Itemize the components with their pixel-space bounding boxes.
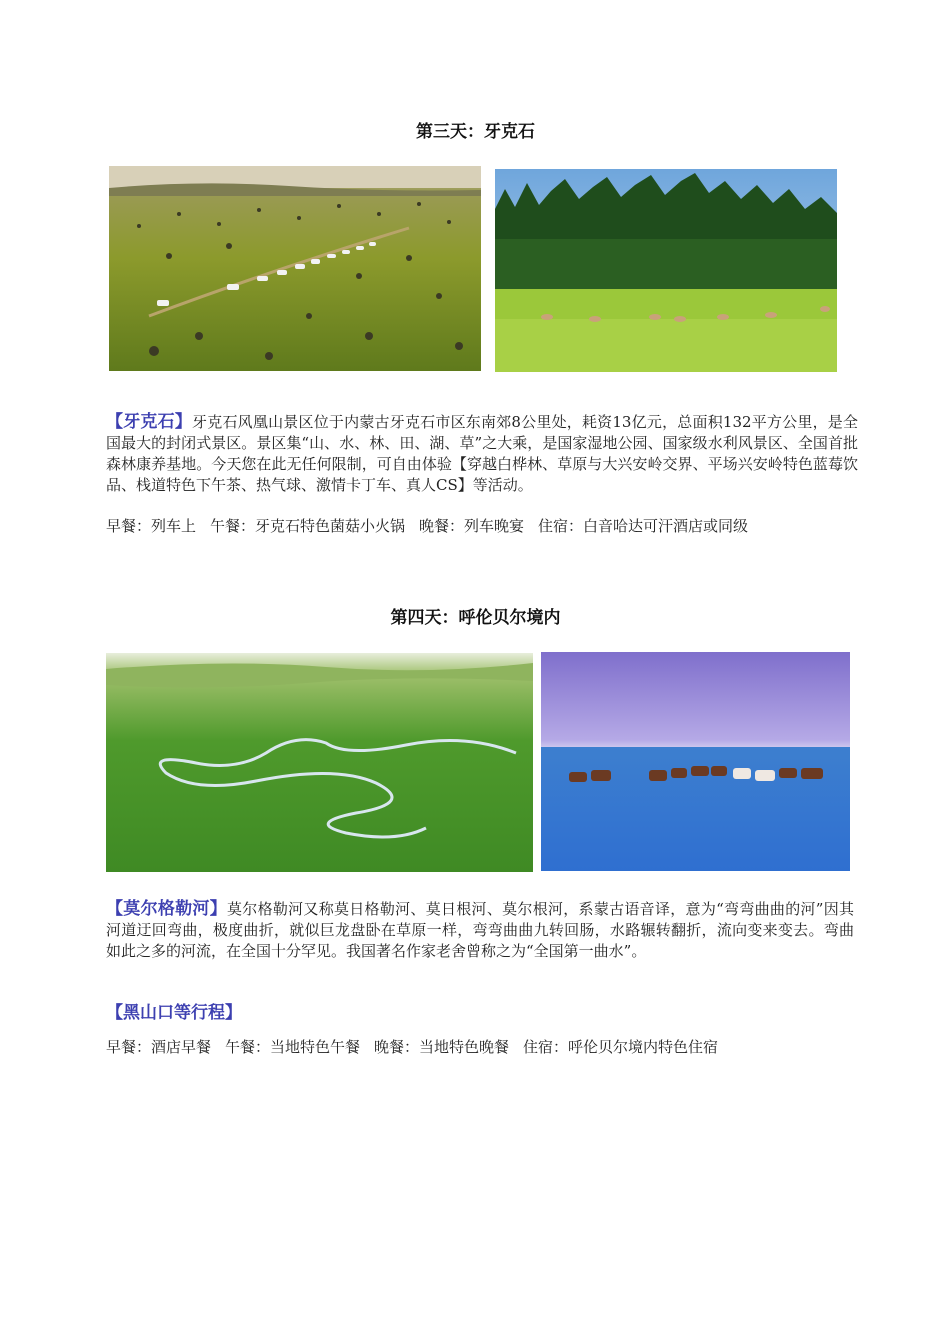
day4-lodging: 住宿：呼伦贝尔境内特色住宿 xyxy=(523,1038,719,1056)
day4-meals xyxy=(106,1036,732,1057)
day3-desc-text: 牙克石风凰山景区位于内蒙古牙克石市区东南郊8公里处，耗资13亿元，总面积132平方公里，是全国最大的封闭式景区。景区集“山、水、林、田、湖、草”之大乘，是国家湿地公园、国家级水利风景区、全国首批森林康养基地。今天您在此无任何限制，可自由体验【穿越白桦林、草原与大兴安岭交界、平场兴安岭特色蓝莓饮品、栈道特色下午茶、热气球、激情卡丁车、真人CS】等活动。 xyxy=(106,413,859,494)
day4-desc-text: 莫尔格勒河又称莫日格勒河、莫日根河、莫尔根河，系蒙古语音译，意为“弯弯曲曲的河”因其河道迂回弯曲，极度曲折，就似巨龙盘卧在草原一样，弯弯曲曲九转回肠，水路辗转翻折，流向变来变去。弯曲如此之多的河流，在全国十分罕见。我国著名作家老舍曾称之为“全国第一曲水”。 xyxy=(106,900,855,960)
grassland-convoy-photo xyxy=(109,166,481,371)
day3-title: 第三天：牙克石 xyxy=(416,122,535,142)
day3-lodging: 住宿：白音哈达可汗酒店或同级 xyxy=(538,517,749,535)
day4-description xyxy=(106,899,854,962)
forest-deer-photo xyxy=(495,169,837,372)
river-meander-photo xyxy=(106,653,533,872)
day3-tag: 【牙克石】 xyxy=(106,412,193,432)
day3-lunch: 午餐：牙克石特色菌菇小火锅 xyxy=(210,517,406,535)
day4-lunch: 午餐：当地特色午餐 xyxy=(225,1038,361,1056)
day4-dinner: 晚餐：当地特色晚餐 xyxy=(374,1038,510,1056)
horses-lake-photo xyxy=(541,652,850,871)
day4-tag2: 【黑山口等行程】 xyxy=(106,1003,242,1023)
day3-dinner: 晚餐：列车晚宴 xyxy=(419,517,525,535)
day4-title: 第四天：呼伦贝尔境内 xyxy=(390,608,561,628)
day3-breakfast: 早餐：列车上 xyxy=(106,517,197,535)
day3-description xyxy=(106,412,858,496)
day3-meals xyxy=(106,515,762,536)
day4-breakfast: 早餐：酒店早餐 xyxy=(106,1038,212,1056)
day4-tag: 【莫尔格勒河】 xyxy=(106,899,227,919)
